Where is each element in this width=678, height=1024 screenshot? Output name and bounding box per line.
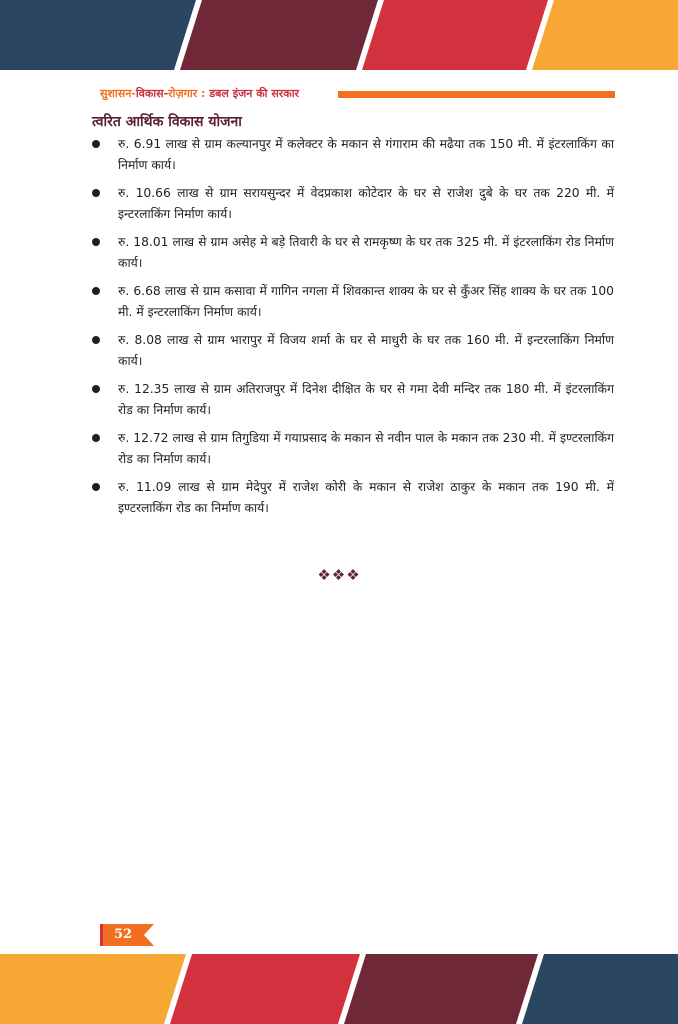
- list-item-text: रु. 12.72 लाख से ग्राम तिगुडिया में गयाप्रसाद के मकान से नवीन पाल के मकान तक 230 मी. में इण्टरलाकिंग रोड का निर्माण कार्य।: [118, 431, 614, 466]
- list-item-text: रु. 6.91 लाख से ग्राम कल्यानपुर में कलेक्टर के मकान से गंगाराम की मढैया तक 150 मी. में इंटरलाकिंग का निर्माण कार्य।: [118, 137, 614, 172]
- page-number: 52: [114, 927, 133, 942]
- bullet-icon: [92, 140, 100, 148]
- list-item: [92, 428, 614, 469]
- page-number-tab: [100, 924, 154, 946]
- bullet-icon: [92, 385, 100, 393]
- section-title: त्वरित आर्थिक विकास योजना: [92, 114, 242, 130]
- running-header: [100, 86, 615, 102]
- list-item: [92, 232, 614, 273]
- list-item: [92, 330, 614, 371]
- list-item-text: रु. 12.35 लाख से ग्राम अतिराजपुर में दिनेश दीक्षित के घर से गमा देवी मन्दिर तक 180 मी. में इंटरलाकिंग रोड का निर्माण कार्य।: [118, 382, 614, 417]
- header-tagline: सुशासन-विकास-रोज़गार : डबल इंजन की सरकार: [100, 87, 300, 100]
- bullet-icon: [92, 287, 100, 295]
- list-item: [92, 183, 614, 224]
- list-item-text: रु. 11.09 लाख से ग्राम मेदेपुर में राजेश कोरी के मकान से राजेश ठाकुर के मकान तक 190 मी. में इण्टरलाकिंग रोड का निर्माण कार्य।: [118, 480, 614, 515]
- list-item: [92, 477, 614, 518]
- bullet-icon: [92, 238, 100, 246]
- section-end-ornament-icon: ❖❖❖: [317, 566, 361, 584]
- scheme-list: [92, 134, 614, 526]
- list-item-text: रु. 18.01 लाख से ग्राम असेह मे बड़े तिवारी के घर से रामकृष्ण के घर तक 325 मी. में इंटरलाकिंग रोड निर्माण कार्य।: [118, 235, 614, 270]
- list-item-text: रु. 8.08 लाख से ग्राम भारापुर में विजय शर्मा के घर से माधुरी के घर तक 160 मी. में इन्टरलाकिंग निर्माण कार्य।: [118, 333, 614, 368]
- list-item-text: रु. 10.66 लाख से ग्राम सरायसुन्दर में वेदप्रकाश कोटेदार के घर से राजेश दुबे के घर तक 220 मी. में इन्टरलाकिंग निर्माण कार्य।: [118, 186, 614, 221]
- top-decorative-band: [0, 0, 678, 70]
- list-item: [92, 134, 614, 175]
- bullet-icon: [92, 189, 100, 197]
- header-rule: [338, 91, 615, 98]
- list-item: [92, 281, 614, 322]
- bottom-decorative-band: [0, 954, 678, 1024]
- bullet-icon: [92, 483, 100, 491]
- bullet-icon: [92, 336, 100, 344]
- list-item: [92, 379, 614, 420]
- bullet-icon: [92, 434, 100, 442]
- list-item-text: रु. 6.68 लाख से ग्राम कसावा में गागिन नगला में शिवकान्त शाक्य के घर से कुँअर सिंह शाक्य के घर तक 100 मी. में इन्टरलाकिंग निर्माण कार्य।: [118, 284, 614, 319]
